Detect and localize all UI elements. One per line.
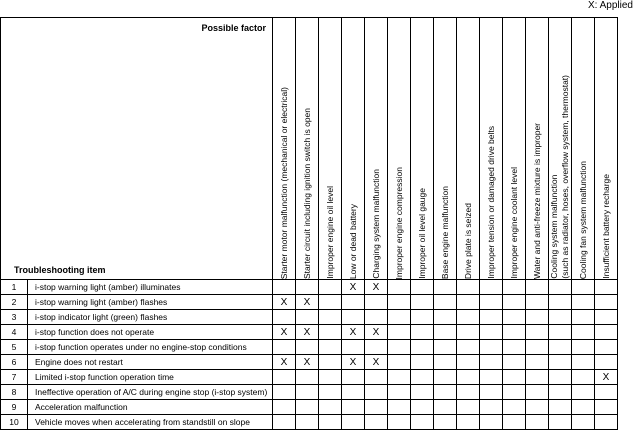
- applied-mark-cell: [480, 325, 503, 340]
- applied-mark-cell: [480, 355, 503, 370]
- applied-mark-cell: [457, 280, 480, 295]
- applied-mark-cell: [434, 385, 457, 400]
- factor-label: Improper engine compression: [393, 166, 404, 279]
- factor-header: [572, 18, 595, 280]
- applied-mark-cell: [411, 310, 434, 325]
- row-number: 7: [1, 370, 28, 385]
- applied-mark-cell: [434, 280, 457, 295]
- factor-header-wrap: [411, 21, 433, 279]
- troubleshooting-item: i-stop warning light (amber) illuminates: [28, 280, 273, 295]
- applied-mark-cell: [572, 310, 595, 325]
- factor-header: [342, 18, 365, 280]
- applied-mark-cell: [319, 295, 342, 310]
- applied-mark-cell: [480, 400, 503, 415]
- row-number: 4: [1, 325, 28, 340]
- factor-label: Insufficient battery recharge: [600, 174, 611, 279]
- applied-mark-cell: [572, 355, 595, 370]
- table-row: [1, 295, 618, 310]
- factor-label: Cooling fan system malfunction: [577, 160, 588, 279]
- applied-mark-cell: [365, 400, 388, 415]
- applied-mark-cell: [365, 385, 388, 400]
- applied-mark-cell: [526, 355, 549, 370]
- applied-mark-cell: [319, 385, 342, 400]
- factor-header-wrap: [365, 21, 387, 279]
- applied-mark-cell: [434, 295, 457, 310]
- factor-header: [388, 18, 411, 280]
- applied-mark-cell: [595, 340, 618, 355]
- table-row: [1, 385, 618, 400]
- applied-mark-cell: X: [273, 325, 296, 340]
- factor-label: Starter circuit including ignition switch is open: [301, 107, 312, 279]
- table-row: [1, 355, 618, 370]
- applied-mark-cell: [549, 400, 572, 415]
- factor-label: Improper engine coolant level: [508, 167, 519, 279]
- applied-mark-cell: [319, 370, 342, 385]
- applied-mark-cell: [457, 295, 480, 310]
- applied-mark-cell: [572, 280, 595, 295]
- applied-mark-cell: [388, 280, 411, 295]
- applied-mark-cell: [526, 280, 549, 295]
- factor-label: Low or dead battery: [347, 203, 358, 279]
- applied-mark-cell: [480, 385, 503, 400]
- applied-mark-cell: [273, 370, 296, 385]
- table-row: [1, 400, 618, 415]
- applied-mark-cell: [549, 325, 572, 340]
- applied-mark-cell: [319, 400, 342, 415]
- factor-label: Drive plate is seized: [462, 202, 473, 279]
- applied-mark-cell: [526, 370, 549, 385]
- applied-mark-cell: [572, 400, 595, 415]
- factor-header-wrap: [388, 21, 410, 279]
- applied-mark-cell: [503, 280, 526, 295]
- applied-mark-cell: [388, 355, 411, 370]
- applied-mark-cell: X: [595, 370, 618, 385]
- applied-mark-cell: [388, 310, 411, 325]
- applied-mark-cell: [526, 400, 549, 415]
- applied-mark-cell: X: [365, 280, 388, 295]
- header-row: [1, 18, 618, 280]
- applied-mark-cell: X: [273, 355, 296, 370]
- applied-mark-cell: [342, 400, 365, 415]
- applied-mark-cell: [503, 340, 526, 355]
- applied-mark-cell: [411, 355, 434, 370]
- factor-header: [595, 18, 618, 280]
- applied-mark-cell: [595, 280, 618, 295]
- row-number: 3: [1, 310, 28, 325]
- applied-mark-cell: [503, 415, 526, 430]
- applied-mark-cell: X: [296, 295, 319, 310]
- applied-mark-cell: [434, 370, 457, 385]
- applied-mark-cell: [503, 385, 526, 400]
- applied-mark-cell: [503, 355, 526, 370]
- applied-mark-cell: [457, 385, 480, 400]
- applied-mark-cell: [296, 340, 319, 355]
- applied-mark-cell: [457, 355, 480, 370]
- applied-mark-cell: [595, 295, 618, 310]
- applied-mark-cell: X: [296, 325, 319, 340]
- applied-mark-cell: [388, 325, 411, 340]
- applied-mark-cell: [595, 355, 618, 370]
- applied-mark-cell: [480, 340, 503, 355]
- troubleshooting-item: i-stop function operates under no engine-stop conditions: [28, 340, 273, 355]
- applied-mark-cell: [388, 370, 411, 385]
- applied-mark-cell: [273, 310, 296, 325]
- applied-mark-cell: [572, 295, 595, 310]
- applied-mark-cell: [388, 385, 411, 400]
- table-row: [1, 280, 618, 295]
- applied-mark-cell: [273, 280, 296, 295]
- applied-mark-cell: [503, 310, 526, 325]
- factor-header-wrap: [296, 21, 318, 279]
- applied-mark-cell: [365, 295, 388, 310]
- applied-mark-cell: [319, 355, 342, 370]
- applied-mark-cell: [526, 385, 549, 400]
- applied-mark-cell: [572, 415, 595, 430]
- factor-header-wrap: [273, 21, 295, 279]
- factor-label: Cooling system malfunction (such as radiator, hoses, overflow system, thermostat): [549, 75, 570, 279]
- applied-mark-cell: [296, 280, 319, 295]
- factor-header-wrap: [319, 21, 341, 279]
- factor-header-wrap: [480, 21, 502, 279]
- applied-mark-cell: [319, 280, 342, 295]
- row-number: 6: [1, 355, 28, 370]
- applied-mark-cell: [296, 415, 319, 430]
- factor-header-wrap: [549, 21, 571, 279]
- row-number: 8: [1, 385, 28, 400]
- applied-mark-cell: [388, 340, 411, 355]
- applied-mark-cell: [342, 385, 365, 400]
- applied-mark-cell: [480, 370, 503, 385]
- applied-mark-cell: [503, 400, 526, 415]
- applied-mark-cell: [273, 400, 296, 415]
- factor-header-wrap: [434, 21, 456, 279]
- applied-mark-cell: [457, 340, 480, 355]
- factor-label: Charging system malfunction: [370, 169, 381, 279]
- applied-mark-cell: [549, 310, 572, 325]
- applied-mark-cell: [457, 415, 480, 430]
- applied-mark-cell: [296, 370, 319, 385]
- troubleshooting-item: i-stop warning light (amber) flashes: [28, 295, 273, 310]
- applied-mark-cell: [595, 310, 618, 325]
- applied-mark-cell: [342, 370, 365, 385]
- applied-mark-cell: [457, 370, 480, 385]
- applied-mark-cell: [411, 400, 434, 415]
- row-number: 2: [1, 295, 28, 310]
- troubleshooting-matrix: [0, 17, 618, 430]
- applied-mark-cell: [526, 295, 549, 310]
- factor-header-wrap: [503, 21, 525, 279]
- applied-mark-cell: [319, 310, 342, 325]
- factor-label: Improper engine oil level: [324, 186, 335, 279]
- troubleshooting-item-label: Troubleshooting item: [14, 265, 106, 275]
- applied-mark-cell: X: [365, 355, 388, 370]
- applied-mark-cell: [273, 340, 296, 355]
- applied-mark-cell: [457, 400, 480, 415]
- factor-header: [480, 18, 503, 280]
- applied-mark-cell: [411, 325, 434, 340]
- applied-mark-cell: [273, 385, 296, 400]
- applied-mark-cell: [365, 310, 388, 325]
- troubleshooting-item: Vehicle moves when accelerating from standstill on slope: [28, 415, 273, 430]
- table-row: [1, 340, 618, 355]
- applied-mark-cell: [572, 340, 595, 355]
- factor-header: [273, 18, 296, 280]
- applied-mark-cell: [411, 415, 434, 430]
- table-row: [1, 415, 618, 430]
- factor-header: [411, 18, 434, 280]
- troubleshooting-item: Engine does not restart: [28, 355, 273, 370]
- applied-mark-cell: [411, 295, 434, 310]
- applied-mark-cell: [457, 310, 480, 325]
- applied-mark-cell: [411, 370, 434, 385]
- applied-mark-cell: [549, 340, 572, 355]
- troubleshooting-item: i-stop indicator light (green) flashes: [28, 310, 273, 325]
- table-row: [1, 325, 618, 340]
- factor-label: Improper tension or damaged drive belts: [485, 126, 496, 279]
- row-number: 1: [1, 280, 28, 295]
- factor-header-wrap: [572, 21, 594, 279]
- applied-mark-cell: [549, 295, 572, 310]
- factor-header: [503, 18, 526, 280]
- applied-mark-cell: [319, 415, 342, 430]
- table-row: [1, 370, 618, 385]
- applied-mark-cell: [503, 295, 526, 310]
- applied-mark-cell: [480, 310, 503, 325]
- applied-mark-cell: [480, 415, 503, 430]
- factor-header: [434, 18, 457, 280]
- applied-mark-cell: [434, 400, 457, 415]
- applied-mark-cell: [388, 415, 411, 430]
- factor-header: [365, 18, 388, 280]
- applied-mark-cell: [388, 400, 411, 415]
- factor-header: [296, 18, 319, 280]
- applied-mark-cell: [388, 295, 411, 310]
- factor-header-wrap: [595, 21, 617, 279]
- applied-mark-cell: [342, 310, 365, 325]
- applied-mark-cell: X: [273, 295, 296, 310]
- applied-mark-cell: [526, 310, 549, 325]
- applied-mark-cell: [319, 340, 342, 355]
- corner-header: [1, 18, 273, 280]
- factor-header-wrap: [526, 21, 548, 279]
- possible-factor-label: Possible factor: [201, 23, 266, 33]
- applied-mark-cell: [434, 325, 457, 340]
- troubleshooting-item: i-stop function does not operate: [28, 325, 273, 340]
- applied-mark-cell: [595, 400, 618, 415]
- applied-mark-cell: [342, 415, 365, 430]
- factor-label: Improper oil level gauge: [416, 188, 427, 279]
- applied-mark-cell: [572, 325, 595, 340]
- applied-mark-cell: [595, 415, 618, 430]
- applied-mark-cell: [296, 310, 319, 325]
- applied-mark-cell: [434, 355, 457, 370]
- applied-mark-cell: [365, 340, 388, 355]
- applied-mark-cell: [572, 370, 595, 385]
- factor-label: Starter motor malfunction (mechanical or electrical): [278, 86, 289, 279]
- factor-header: [319, 18, 342, 280]
- factor-header-wrap: [342, 21, 364, 279]
- applied-mark-cell: [457, 325, 480, 340]
- applied-mark-cell: [319, 325, 342, 340]
- applied-mark-cell: [411, 280, 434, 295]
- applied-mark-cell: [526, 325, 549, 340]
- row-number: 5: [1, 340, 28, 355]
- applied-mark-cell: [296, 400, 319, 415]
- factor-label: Base engine malfunction: [439, 185, 450, 279]
- applied-mark-cell: [595, 385, 618, 400]
- applied-mark-cell: [411, 340, 434, 355]
- applied-mark-cell: [434, 310, 457, 325]
- factor-label: Water and anti-freeze mixture is improper: [531, 122, 542, 279]
- applied-mark-cell: [549, 415, 572, 430]
- troubleshooting-item: Acceleration malfunction: [28, 400, 273, 415]
- applied-mark-cell: X: [342, 325, 365, 340]
- applied-mark-cell: [480, 280, 503, 295]
- applied-mark-cell: [342, 340, 365, 355]
- applied-mark-cell: [549, 385, 572, 400]
- applied-mark-cell: [549, 280, 572, 295]
- troubleshooting-item: Ineffective operation of A/C during engine stop (i-stop system): [28, 385, 273, 400]
- troubleshooting-item: Limited i-stop function operation time: [28, 370, 273, 385]
- applied-mark-cell: [595, 325, 618, 340]
- applied-mark-cell: [526, 340, 549, 355]
- applied-mark-cell: [342, 295, 365, 310]
- row-number: 9: [1, 400, 28, 415]
- applied-mark-cell: [434, 415, 457, 430]
- factor-header: [549, 18, 572, 280]
- applied-mark-cell: [503, 325, 526, 340]
- applied-mark-cell: [480, 295, 503, 310]
- factor-header-wrap: [457, 21, 479, 279]
- applied-mark-cell: X: [365, 325, 388, 340]
- applied-mark-cell: [273, 415, 296, 430]
- applied-mark-cell: X: [342, 355, 365, 370]
- applied-mark-cell: X: [296, 355, 319, 370]
- applied-mark-cell: [365, 370, 388, 385]
- applied-mark-cell: X: [342, 280, 365, 295]
- factor-header: [457, 18, 480, 280]
- factor-header: [526, 18, 549, 280]
- applied-mark-cell: [549, 355, 572, 370]
- applied-mark-cell: [411, 385, 434, 400]
- applied-mark-cell: [365, 415, 388, 430]
- applied-mark-cell: [434, 340, 457, 355]
- matrix-body: [1, 280, 618, 430]
- applied-mark-cell: [549, 370, 572, 385]
- applied-mark-cell: [503, 370, 526, 385]
- applied-mark-cell: [572, 385, 595, 400]
- row-number: 10: [1, 415, 28, 430]
- applied-mark-cell: [526, 415, 549, 430]
- applied-mark-cell: [296, 385, 319, 400]
- legend-applied: X: Applied: [587, 0, 633, 11]
- table-row: [1, 310, 618, 325]
